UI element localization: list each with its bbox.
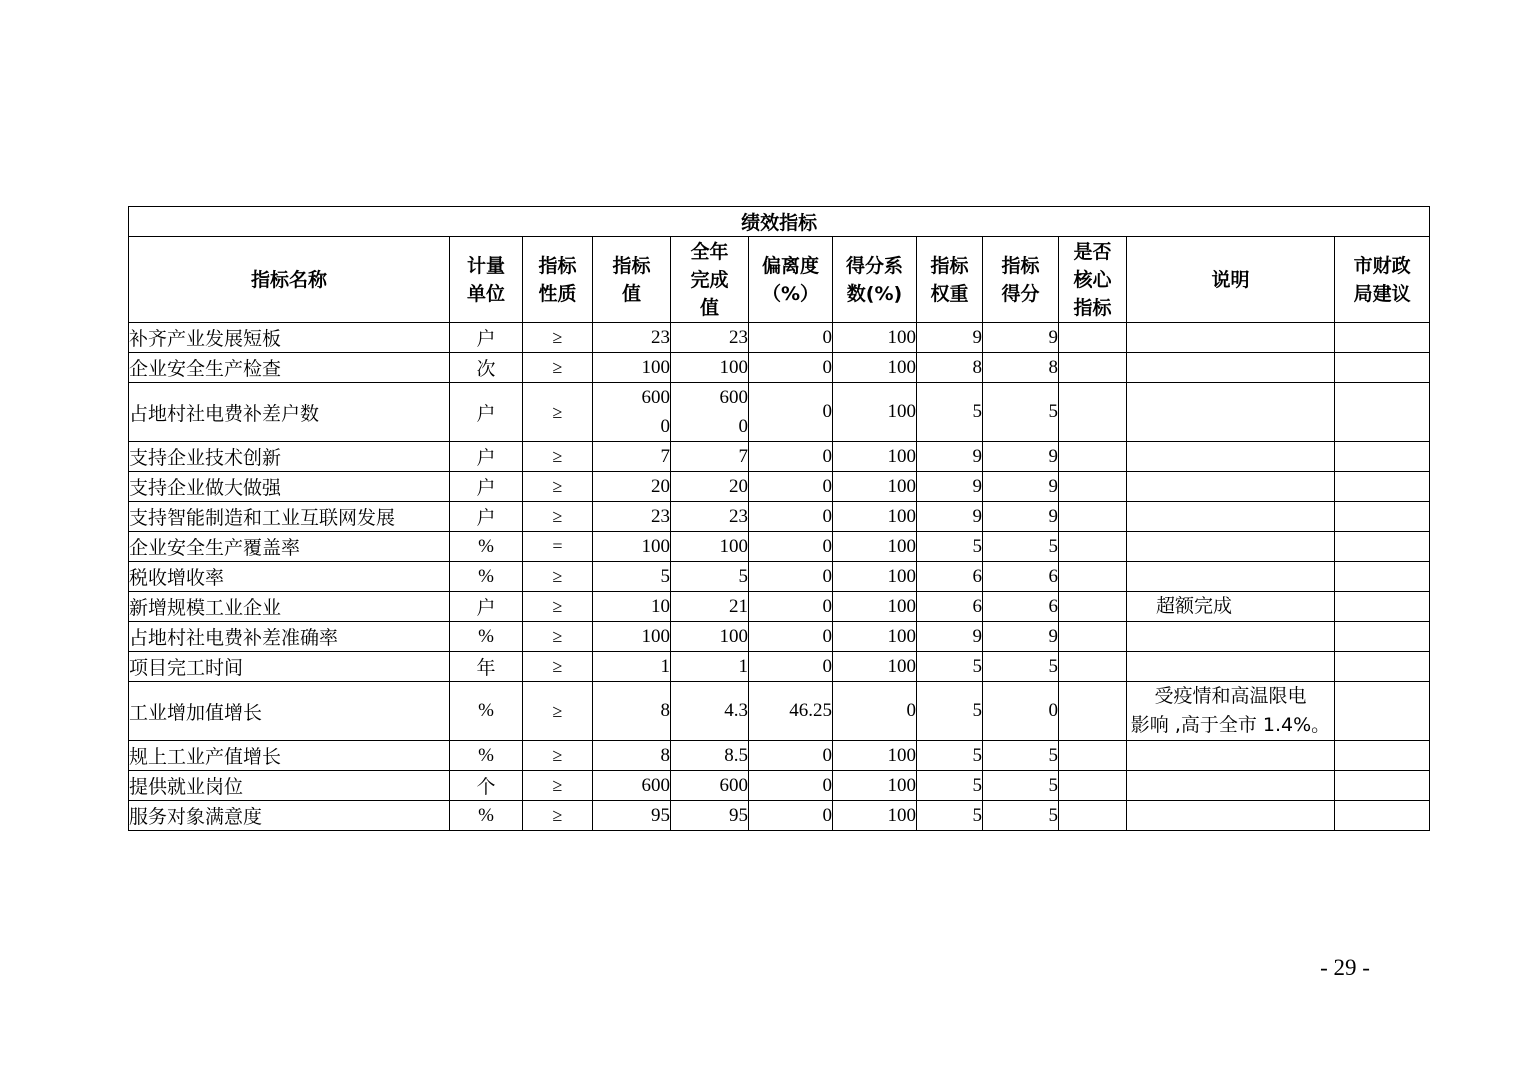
- score-coefficient: 100: [833, 472, 917, 502]
- unit: %: [450, 532, 523, 562]
- header-indicator-name: 指标名称: [129, 237, 450, 323]
- core-indicator: [1059, 682, 1127, 741]
- deviation: 0: [749, 383, 833, 442]
- note: [1127, 353, 1335, 383]
- actual-value: 100: [671, 353, 749, 383]
- core-indicator: [1059, 562, 1127, 592]
- note: [1127, 562, 1335, 592]
- header-unit: 计量 单位: [450, 237, 523, 323]
- indicator-name: 企业安全生产覆盖率: [129, 532, 450, 562]
- deviation: 0: [749, 472, 833, 502]
- indicator-name: 新增规模工业企业: [129, 592, 450, 622]
- nature: ≥: [523, 472, 593, 502]
- note: 超额完成: [1127, 592, 1335, 622]
- indicator-name: 占地村社电费补差准确率: [129, 622, 450, 652]
- score: 5: [983, 652, 1059, 682]
- weight: 5: [917, 383, 983, 442]
- unit: %: [450, 741, 523, 771]
- actual-value: 100: [671, 622, 749, 652]
- table-row: [129, 801, 1430, 831]
- finance-advice: [1335, 741, 1430, 771]
- deviation: 0: [749, 801, 833, 831]
- table-row: [129, 472, 1430, 502]
- score: 9: [983, 622, 1059, 652]
- unit: 户: [450, 323, 523, 353]
- note: [1127, 652, 1335, 682]
- table-row: [129, 652, 1430, 682]
- deviation: 0: [749, 442, 833, 472]
- target-value: 600: [593, 771, 671, 801]
- core-indicator: [1059, 622, 1127, 652]
- finance-advice: [1335, 682, 1430, 741]
- deviation: 0: [749, 532, 833, 562]
- indicator-name: 企业安全生产检查: [129, 353, 450, 383]
- score: 8: [983, 353, 1059, 383]
- note: [1127, 383, 1335, 442]
- core-indicator: [1059, 472, 1127, 502]
- nature: ≥: [523, 682, 593, 741]
- target-value: 1: [593, 652, 671, 682]
- target-value: 23: [593, 323, 671, 353]
- score: 9: [983, 323, 1059, 353]
- core-indicator: [1059, 741, 1127, 771]
- deviation: 0: [749, 741, 833, 771]
- score-coefficient: 100: [833, 532, 917, 562]
- core-indicator: [1059, 323, 1127, 353]
- finance-advice: [1335, 801, 1430, 831]
- deviation: 0: [749, 592, 833, 622]
- unit: 户: [450, 442, 523, 472]
- header-score-coefficient: 得分系 数(%): [833, 237, 917, 323]
- target-value: 600 0: [593, 383, 671, 442]
- table-row: [129, 682, 1430, 741]
- nature: ≥: [523, 801, 593, 831]
- finance-advice: [1335, 442, 1430, 472]
- note: 受疫情和高温限电 影响 ,高于全市 1.4%。: [1127, 682, 1335, 741]
- score-coefficient: 100: [833, 592, 917, 622]
- nature: ≥: [523, 562, 593, 592]
- note: [1127, 323, 1335, 353]
- target-value: 23: [593, 502, 671, 532]
- weight: 5: [917, 771, 983, 801]
- table-title: 绩效指标: [129, 207, 1430, 237]
- weight: 5: [917, 801, 983, 831]
- finance-advice: [1335, 771, 1430, 801]
- nature: ≥: [523, 652, 593, 682]
- score: 5: [983, 383, 1059, 442]
- core-indicator: [1059, 442, 1127, 472]
- note: [1127, 741, 1335, 771]
- weight: 5: [917, 741, 983, 771]
- core-indicator: [1059, 532, 1127, 562]
- indicator-name: 支持企业技术创新: [129, 442, 450, 472]
- unit: 户: [450, 383, 523, 442]
- core-indicator: [1059, 652, 1127, 682]
- weight: 8: [917, 353, 983, 383]
- indicator-name: 占地村社电费补差户数: [129, 383, 450, 442]
- deviation: 0: [749, 652, 833, 682]
- deviation: 0: [749, 771, 833, 801]
- actual-value: 4.3: [671, 682, 749, 741]
- note: [1127, 771, 1335, 801]
- finance-advice: [1335, 323, 1430, 353]
- weight: 9: [917, 502, 983, 532]
- unit: %: [450, 682, 523, 741]
- actual-value: 1: [671, 652, 749, 682]
- score-coefficient: 100: [833, 502, 917, 532]
- score: 9: [983, 502, 1059, 532]
- nature: ≥: [523, 383, 593, 442]
- header-nature: 指标 性质: [523, 237, 593, 323]
- actual-value: 600 0: [671, 383, 749, 442]
- unit: %: [450, 622, 523, 652]
- target-value: 10: [593, 592, 671, 622]
- indicator-name: 补齐产业发展短板: [129, 323, 450, 353]
- score: 5: [983, 532, 1059, 562]
- table-row: [129, 383, 1430, 442]
- actual-value: 23: [671, 323, 749, 353]
- score-coefficient: 100: [833, 801, 917, 831]
- score: 6: [983, 592, 1059, 622]
- weight: 6: [917, 562, 983, 592]
- indicator-name: 提供就业岗位: [129, 771, 450, 801]
- finance-advice: [1335, 562, 1430, 592]
- header-note: 说明: [1127, 237, 1335, 323]
- header-actual: 全年 完成 值: [671, 237, 749, 323]
- target-value: 100: [593, 532, 671, 562]
- score-coefficient: 100: [833, 323, 917, 353]
- actual-value: 600: [671, 771, 749, 801]
- unit: %: [450, 801, 523, 831]
- unit: 户: [450, 502, 523, 532]
- indicator-name: 项目完工时间: [129, 652, 450, 682]
- score-coefficient: 100: [833, 741, 917, 771]
- weight: 5: [917, 682, 983, 741]
- header-score: 指标 得分: [983, 237, 1059, 323]
- score-coefficient: 100: [833, 562, 917, 592]
- actual-value: 100: [671, 532, 749, 562]
- score-coefficient: 100: [833, 442, 917, 472]
- unit: 个: [450, 771, 523, 801]
- target-value: 8: [593, 682, 671, 741]
- nature: ≥: [523, 741, 593, 771]
- header-deviation: 偏离度 （%）: [749, 237, 833, 323]
- nature: ≥: [523, 771, 593, 801]
- note: [1127, 532, 1335, 562]
- nature: ≥: [523, 353, 593, 383]
- nature: ≥: [523, 622, 593, 652]
- actual-value: 95: [671, 801, 749, 831]
- finance-advice: [1335, 472, 1430, 502]
- header-weight: 指标 权重: [917, 237, 983, 323]
- nature: ≥: [523, 592, 593, 622]
- weight: 9: [917, 442, 983, 472]
- target-value: 95: [593, 801, 671, 831]
- score-coefficient: 100: [833, 652, 917, 682]
- note: [1127, 502, 1335, 532]
- nature: ≥: [523, 323, 593, 353]
- score-coefficient: 100: [833, 622, 917, 652]
- weight: 9: [917, 323, 983, 353]
- deviation: 0: [749, 323, 833, 353]
- score: 0: [983, 682, 1059, 741]
- unit: 户: [450, 592, 523, 622]
- target-value: 100: [593, 353, 671, 383]
- indicator-name: 规上工业产值增长: [129, 741, 450, 771]
- indicator-name: 支持智能制造和工业互联网发展: [129, 502, 450, 532]
- table-row: [129, 771, 1430, 801]
- weight: 9: [917, 622, 983, 652]
- table-row: [129, 532, 1430, 562]
- finance-advice: [1335, 652, 1430, 682]
- deviation: 0: [749, 622, 833, 652]
- unit: 户: [450, 472, 523, 502]
- finance-advice: [1335, 353, 1430, 383]
- actual-value: 5: [671, 562, 749, 592]
- performance-indicator-table: [128, 206, 1430, 831]
- score: 9: [983, 472, 1059, 502]
- finance-advice: [1335, 383, 1430, 442]
- actual-value: 7: [671, 442, 749, 472]
- target-value: 8: [593, 741, 671, 771]
- weight: 6: [917, 592, 983, 622]
- table-row: [129, 502, 1430, 532]
- finance-advice: [1335, 622, 1430, 652]
- target-value: 5: [593, 562, 671, 592]
- table-row: [129, 442, 1430, 472]
- table-row: [129, 323, 1430, 353]
- table-row: [129, 562, 1430, 592]
- table-row: [129, 622, 1430, 652]
- actual-value: 23: [671, 502, 749, 532]
- indicator-name: 工业增加值增长: [129, 682, 450, 741]
- score: 5: [983, 801, 1059, 831]
- score: 6: [983, 562, 1059, 592]
- actual-value: 8.5: [671, 741, 749, 771]
- score: 5: [983, 741, 1059, 771]
- indicator-name: 税收增收率: [129, 562, 450, 592]
- score: 5: [983, 771, 1059, 801]
- weight: 9: [917, 472, 983, 502]
- header-finance-advice: 市财政 局建议: [1335, 237, 1430, 323]
- core-indicator: [1059, 771, 1127, 801]
- header-target: 指标 值: [593, 237, 671, 323]
- finance-advice: [1335, 502, 1430, 532]
- deviation: 0: [749, 353, 833, 383]
- table-row: [129, 741, 1430, 771]
- unit: %: [450, 562, 523, 592]
- weight: 5: [917, 652, 983, 682]
- core-indicator: [1059, 383, 1127, 442]
- actual-value: 20: [671, 472, 749, 502]
- nature: =: [523, 532, 593, 562]
- indicator-name: 支持企业做大做强: [129, 472, 450, 502]
- score-coefficient: 100: [833, 383, 917, 442]
- deviation: 0: [749, 562, 833, 592]
- deviation: 46.25: [749, 682, 833, 741]
- indicator-name: 服务对象满意度: [129, 801, 450, 831]
- score-coefficient: 100: [833, 353, 917, 383]
- deviation: 0: [749, 502, 833, 532]
- core-indicator: [1059, 801, 1127, 831]
- finance-advice: [1335, 592, 1430, 622]
- nature: ≥: [523, 442, 593, 472]
- score: 9: [983, 442, 1059, 472]
- target-value: 20: [593, 472, 671, 502]
- note: [1127, 801, 1335, 831]
- note: [1127, 442, 1335, 472]
- unit: 次: [450, 353, 523, 383]
- score-coefficient: 0: [833, 682, 917, 741]
- finance-advice: [1335, 532, 1430, 562]
- nature: ≥: [523, 502, 593, 532]
- table-row: [129, 353, 1430, 383]
- header-core-indicator: 是否 核心 指标: [1059, 237, 1127, 323]
- weight: 5: [917, 532, 983, 562]
- core-indicator: [1059, 592, 1127, 622]
- note: [1127, 472, 1335, 502]
- score-coefficient: 100: [833, 771, 917, 801]
- actual-value: 21: [671, 592, 749, 622]
- core-indicator: [1059, 502, 1127, 532]
- note: [1127, 622, 1335, 652]
- page-number: - 29 -: [1320, 955, 1370, 980]
- target-value: 100: [593, 622, 671, 652]
- target-value: 7: [593, 442, 671, 472]
- core-indicator: [1059, 353, 1127, 383]
- table-row: [129, 592, 1430, 622]
- unit: 年: [450, 652, 523, 682]
